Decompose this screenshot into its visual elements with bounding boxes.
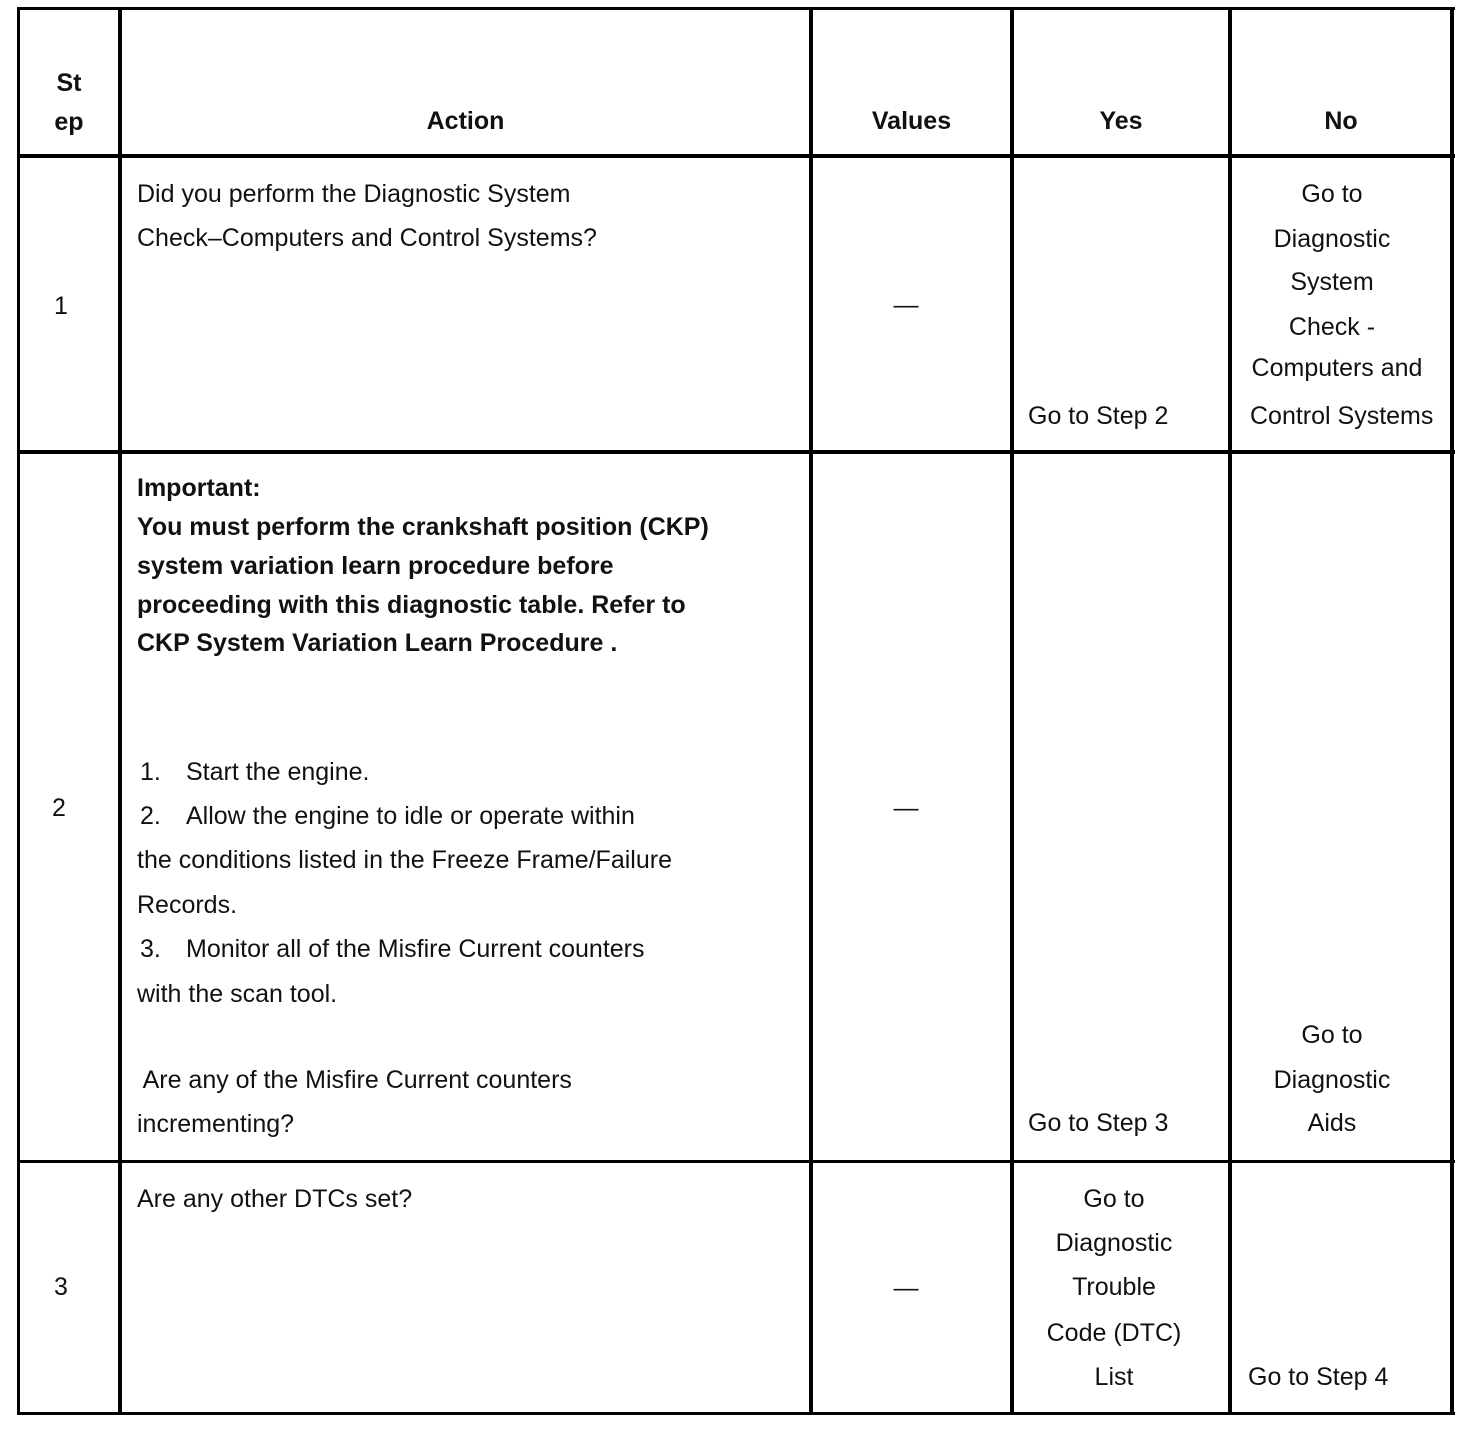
header-step-line2: ep	[54, 108, 84, 136]
value-dash: —	[893, 794, 919, 822]
step-list-text: Allow the engine to idle or operate within	[186, 802, 635, 830]
no-target: Diagnostic	[1273, 225, 1391, 253]
no-target: Go to	[1301, 1021, 1363, 1049]
header-bottom-border	[17, 154, 1455, 158]
step-list-number: 1.	[140, 758, 161, 786]
question-text: Are any of the Misfire Current counters	[137, 1066, 572, 1094]
row2-bottom-border	[17, 1160, 1455, 1163]
step-number: 3	[54, 1273, 68, 1301]
no-target: Diagnostic	[1273, 1066, 1391, 1094]
important-text: proceeding with this diagnostic table. Refer to	[137, 591, 686, 619]
important-text: CKP System Variation Learn Procedure .	[137, 629, 618, 657]
yes-target: List	[1094, 1363, 1134, 1391]
col-border-left	[17, 7, 20, 1415]
yes-target: Go to Step 3	[1028, 1109, 1169, 1137]
yes-target: Go to Step 2	[1028, 402, 1169, 430]
important-text: You must perform the crankshaft position (CKP)	[137, 513, 709, 541]
col-border-action-values	[809, 7, 813, 1415]
header-yes: Yes	[1099, 107, 1143, 135]
no-target: System	[1290, 268, 1374, 296]
no-target: Go to	[1301, 180, 1363, 208]
value-dash: —	[893, 1274, 919, 1302]
yes-target: Diagnostic	[1055, 1229, 1173, 1257]
step-list-text: Start the engine.	[186, 758, 370, 786]
step-list-continuation: with the scan tool.	[137, 980, 338, 1008]
header-no: No	[1324, 107, 1358, 135]
header-action: Action	[426, 107, 505, 135]
important-label: Important:	[137, 474, 261, 502]
step-list-number: 2.	[140, 802, 161, 830]
no-target: Control Systems	[1250, 402, 1434, 430]
no-target: Aids	[1307, 1109, 1357, 1137]
yes-target: Code (DTC)	[1046, 1319, 1182, 1347]
step-list-continuation: the conditions listed in the Freeze Frame/Failure	[137, 846, 672, 874]
table-top-border	[17, 7, 1455, 10]
question-text: incrementing?	[137, 1110, 295, 1138]
header-step-line1: St	[56, 69, 82, 97]
step-list-number: 3.	[140, 935, 161, 963]
step-list-text: Monitor all of the Misfire Current counters	[186, 935, 645, 963]
yes-target: Go to	[1083, 1185, 1145, 1213]
table-bottom-border	[17, 1412, 1455, 1415]
action-text: Did you perform the Diagnostic System	[137, 180, 571, 208]
step-number: 1	[54, 292, 68, 320]
action-text: Are any other DTCs set?	[137, 1185, 413, 1213]
col-border-right	[1450, 7, 1454, 1415]
header-values: Values	[871, 107, 952, 135]
action-text: Check–Computers and Control Systems?	[137, 224, 597, 252]
no-target: Go to Step 4	[1248, 1363, 1389, 1391]
yes-target: Trouble	[1072, 1273, 1156, 1301]
col-border-step-action	[118, 7, 122, 1415]
important-text: system variation learn procedure before	[137, 552, 614, 580]
value-dash: —	[893, 291, 919, 319]
step-list-continuation: Records.	[137, 891, 238, 919]
step-number: 2	[52, 794, 66, 822]
row1-bottom-border	[17, 450, 1455, 454]
no-target: Computers and	[1251, 354, 1423, 382]
col-border-yes-no	[1228, 7, 1232, 1415]
no-target: Check -	[1288, 313, 1376, 341]
